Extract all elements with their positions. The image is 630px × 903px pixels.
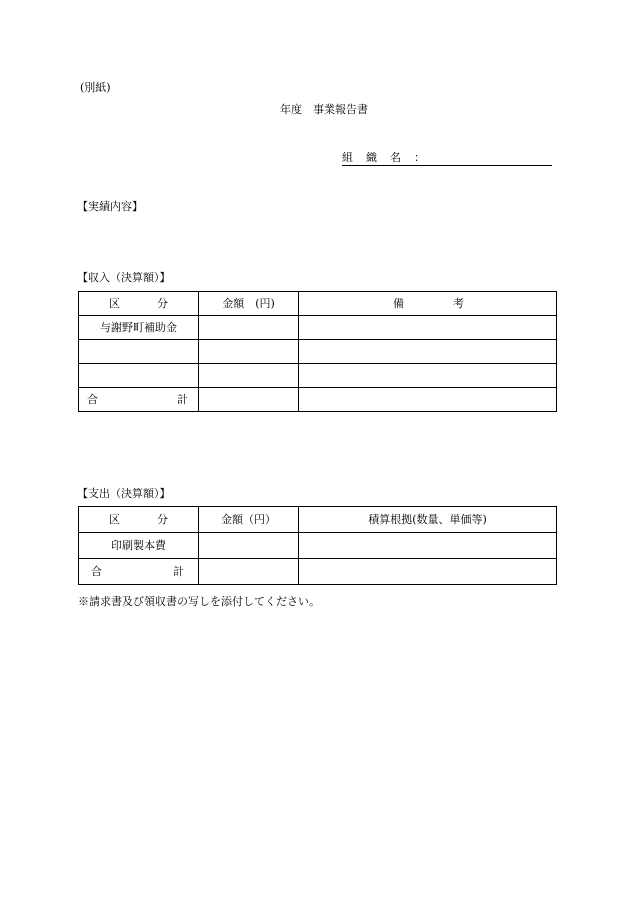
table-row [79,533,557,559]
income-amount-cell[interactable] [199,364,299,388]
attachment-note: ※請求書及び領収書の写しを添付してください。 [78,595,320,608]
expense-table [78,506,557,585]
expense-header-category [79,507,199,533]
expense-amount-cell[interactable] [199,533,299,559]
income-total-label [79,388,199,412]
expense-header-amount: 金額（円） [199,507,299,533]
income-total-row [79,388,557,412]
expense-category-cell: 印刷製本費 [79,533,199,559]
income-amount-cell[interactable] [199,340,299,364]
income-category-cell[interactable] [79,340,199,364]
table-row [79,316,557,340]
attachment-label: (別紙) [80,81,111,94]
income-remarks-cell[interactable] [299,340,557,364]
income-table [78,291,557,412]
expense-total-label-b: 計 [173,565,184,578]
document-title: 年度 事業報告書 [280,103,368,116]
expense-header-basis: 積算根拠(数量、単価等) [299,507,557,533]
income-total-label-b: 計 [177,393,188,406]
income-header-remarks [299,292,557,316]
organization-name-underline [342,165,552,166]
income-heading: 【収入（決算額）】 [77,271,171,284]
income-total-amount[interactable] [199,388,299,412]
income-header-category-a: 区 [109,297,120,310]
expense-header-category-b: 分 [157,513,168,526]
table-row [79,364,557,388]
income-header-remarks-a: 備 [393,297,404,310]
expense-header-category-a: 区 [109,513,120,526]
income-remarks-cell[interactable] [299,364,557,388]
income-header-amount: 金額 (円) [199,292,299,316]
results-heading: 【実績内容】 [77,200,143,213]
income-total-remarks[interactable] [299,388,557,412]
income-header-remarks-b: 考 [453,297,464,310]
expense-total-label-a: 合 [91,565,102,578]
income-header-category [79,292,199,316]
table-row [79,340,557,364]
income-category-cell: 与謝野町補助金 [79,316,199,340]
income-header-row [79,292,557,316]
organization-name-label: 組 織 名 ： [342,151,426,164]
income-remarks-cell[interactable] [299,316,557,340]
income-header-category-b: 分 [157,297,168,310]
expense-heading: 【支出（決算額）】 [77,487,171,500]
expense-total-label [79,559,199,585]
expense-total-basis[interactable] [299,559,557,585]
expense-header-row [79,507,557,533]
expense-total-row [79,559,557,585]
expense-total-amount[interactable] [199,559,299,585]
expense-basis-cell[interactable] [299,533,557,559]
income-category-cell[interactable] [79,364,199,388]
income-total-label-a: 合 [87,393,98,406]
income-amount-cell[interactable] [199,316,299,340]
